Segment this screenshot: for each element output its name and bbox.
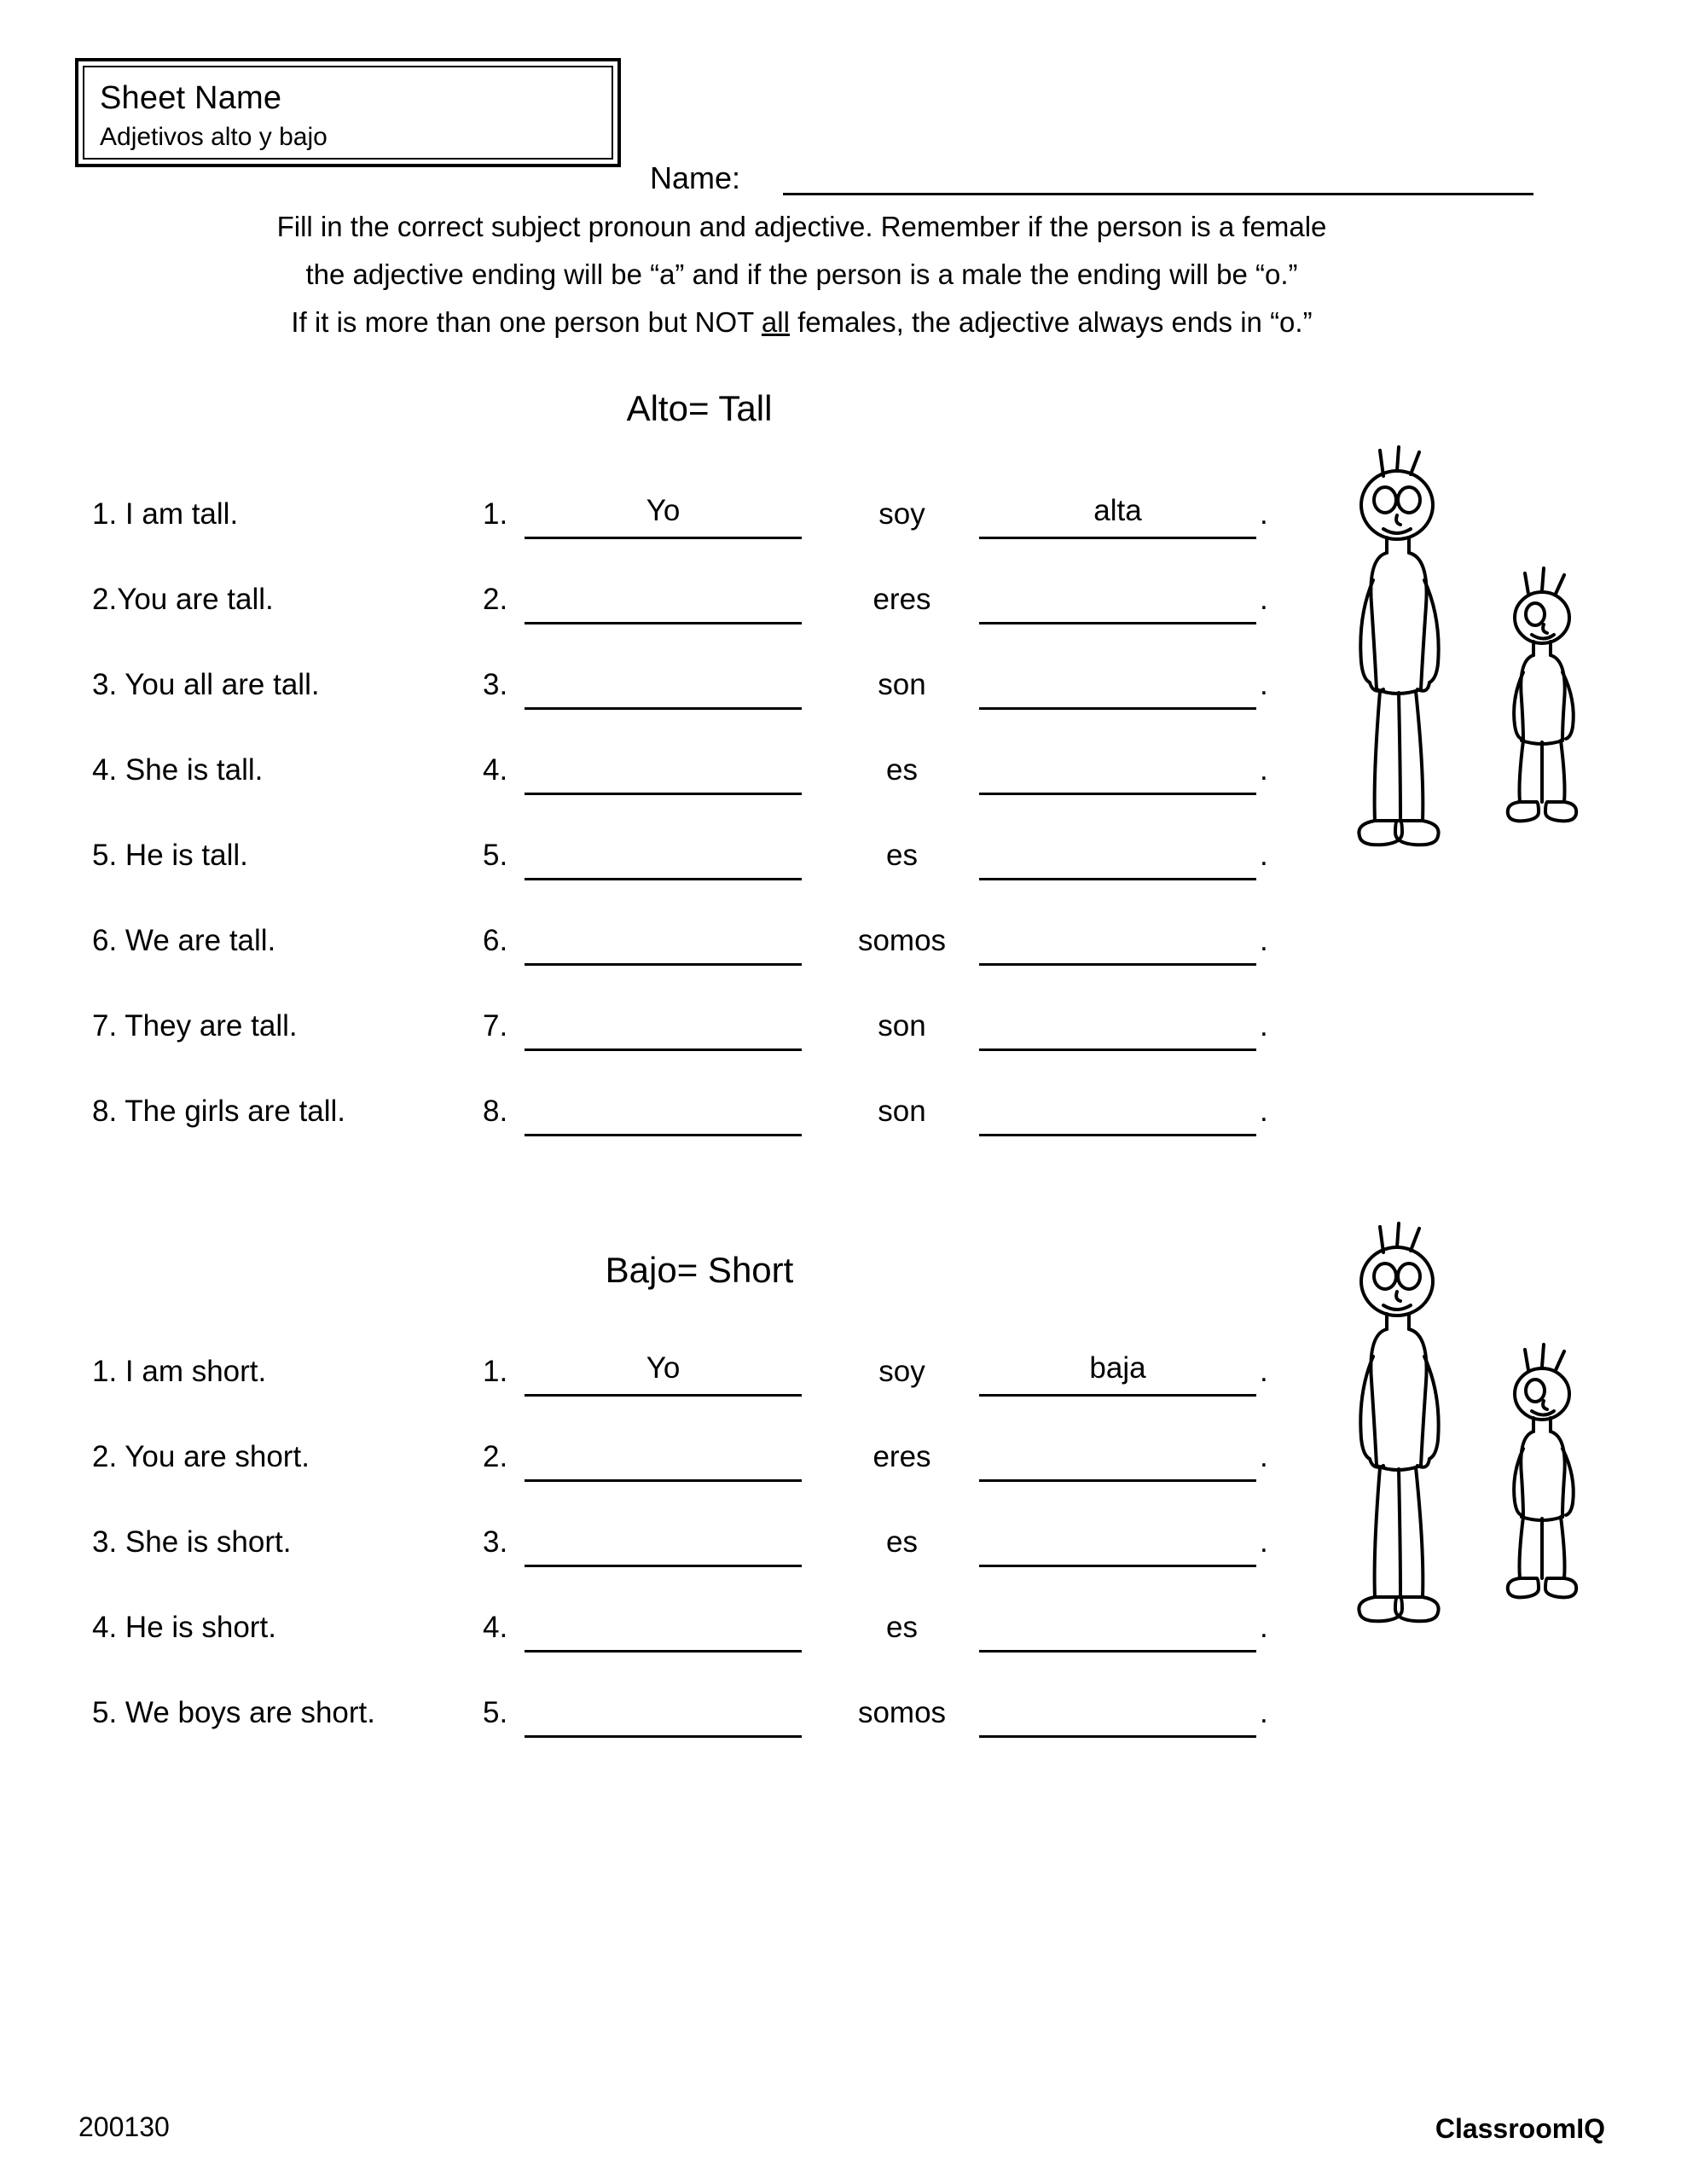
item-number: 3. xyxy=(483,668,508,701)
student-name-label: Name: xyxy=(650,160,741,195)
section-heading-bajo: Bajo= Short xyxy=(605,1250,794,1290)
verb-word: son xyxy=(878,668,926,701)
item-number: 5. xyxy=(483,839,508,872)
pronoun-blank[interactable] xyxy=(525,1009,802,1051)
pronoun-blank[interactable] xyxy=(525,1351,802,1397)
pronoun-blank[interactable] xyxy=(525,1611,802,1653)
sheet-name-box xyxy=(75,58,621,167)
instructions xyxy=(68,203,1535,346)
illustration-tall-and-short-figures xyxy=(1330,444,1603,926)
verb-word: es xyxy=(886,839,918,872)
english-prompt: 2.You are tall. xyxy=(92,583,274,616)
item-number: 8. xyxy=(483,1095,508,1128)
row-period: . xyxy=(1260,1440,1268,1473)
english-prompt: 3. You all are tall. xyxy=(92,668,320,701)
adjective-blank[interactable] xyxy=(979,1095,1256,1136)
instructions-line-2: the adjective ending will be “a” and if the person is a male the ending will be “o.” xyxy=(305,258,1298,290)
verb-word: son xyxy=(878,1095,926,1128)
english-prompt: 4. He is short. xyxy=(92,1611,276,1644)
item-number: 2. xyxy=(483,583,508,616)
pronoun-blank[interactable] xyxy=(525,583,802,624)
adjective-blank[interactable] xyxy=(979,924,1256,966)
adjective-blank[interactable] xyxy=(979,583,1256,624)
adjective-blank[interactable] xyxy=(979,668,1256,710)
english-prompt: 6. We are tall. xyxy=(92,924,276,957)
verb-word: es xyxy=(886,1611,918,1644)
adjective-blank[interactable] xyxy=(979,1440,1256,1482)
verb-word: eres xyxy=(872,583,931,616)
verb-word: eres xyxy=(872,1440,931,1473)
adjective-answer: alta xyxy=(1093,494,1142,527)
row-period: . xyxy=(1260,1611,1268,1644)
row-period: . xyxy=(1260,1525,1268,1559)
english-prompt: 1. I am short. xyxy=(92,1355,267,1388)
sheet-name-label: Sheet Name xyxy=(100,80,282,116)
sheet-name-box-inner xyxy=(83,66,613,160)
pronoun-blank[interactable] xyxy=(525,1440,802,1482)
verb-word: somos xyxy=(857,924,947,957)
worksheet-code: 200130 xyxy=(78,2111,170,2142)
adjective-blank[interactable] xyxy=(979,753,1256,795)
verb-word: es xyxy=(886,1525,918,1559)
item-number: 7. xyxy=(483,1009,508,1043)
row-period: . xyxy=(1260,1009,1268,1043)
short-stick-figure-2 xyxy=(1508,1345,1576,1597)
pronoun-blank[interactable] xyxy=(525,839,802,880)
english-prompt: 5. We boys are short. xyxy=(92,1696,376,1729)
row-period: . xyxy=(1260,497,1268,531)
adjective-blank[interactable] xyxy=(979,1009,1256,1051)
row-period: . xyxy=(1260,1355,1268,1388)
tall-stick-figure xyxy=(1359,447,1438,845)
illustration-tall-and-short-figures-2 xyxy=(1330,1220,1603,1702)
short-stick-figure xyxy=(1508,568,1576,821)
pronoun-blank[interactable] xyxy=(525,494,802,539)
row-period: . xyxy=(1260,1095,1268,1128)
pronoun-blank[interactable] xyxy=(525,924,802,966)
item-number: 1. xyxy=(483,497,508,531)
row-period: . xyxy=(1260,1696,1268,1729)
item-number: 4. xyxy=(483,753,508,787)
item-number: 6. xyxy=(483,924,508,957)
item-number: 4. xyxy=(483,1611,508,1644)
english-prompt: 1. I am tall. xyxy=(92,497,239,531)
english-prompt: 5. He is tall. xyxy=(92,839,248,872)
student-name-field[interactable] xyxy=(783,193,1533,195)
adjective-blank[interactable] xyxy=(979,1696,1256,1738)
pronoun-answer: Yo xyxy=(646,494,681,527)
english-prompt: 2. You are short. xyxy=(92,1440,310,1473)
adjective-blank[interactable] xyxy=(979,839,1256,880)
english-prompt: 8. The girls are tall. xyxy=(92,1095,345,1128)
verb-word: soy xyxy=(878,1355,925,1388)
row-period: . xyxy=(1260,839,1268,872)
instructions-line-1: Fill in the correct subject pronoun and adjective. Remember if the person is a female xyxy=(276,211,1327,242)
pronoun-blank[interactable] xyxy=(525,1095,802,1136)
exercise-row xyxy=(0,1002,1687,1088)
exercise-row xyxy=(0,917,1687,1002)
item-number: 1. xyxy=(483,1355,508,1388)
pronoun-blank[interactable] xyxy=(525,1525,802,1567)
tall-stick-figure-2 xyxy=(1359,1223,1438,1621)
exercise-row xyxy=(0,1689,1687,1774)
instructions-line-3 xyxy=(68,299,1535,346)
english-prompt: 7. They are tall. xyxy=(92,1009,298,1043)
exercise-row xyxy=(0,1088,1687,1173)
instructions-line-3-part-b: females, the adjective always ends in “o.” xyxy=(789,306,1313,338)
row-period: . xyxy=(1260,924,1268,957)
adjective-blank[interactable] xyxy=(979,1351,1256,1397)
adjective-blank[interactable] xyxy=(979,494,1256,539)
adjective-blank[interactable] xyxy=(979,1611,1256,1653)
english-prompt: 4. She is tall. xyxy=(92,753,264,787)
pronoun-blank[interactable] xyxy=(525,668,802,710)
row-period: . xyxy=(1260,668,1268,701)
adjective-blank[interactable] xyxy=(979,1525,1256,1567)
item-number: 3. xyxy=(483,1525,508,1559)
instructions-line-3-part-a: If it is more than one person but NOT xyxy=(291,306,762,338)
verb-word: soy xyxy=(878,497,925,531)
adjective-answer: baja xyxy=(1089,1351,1146,1385)
section-heading-alto: Alto= Tall xyxy=(626,388,773,428)
row-period: . xyxy=(1260,753,1268,787)
item-number: 2. xyxy=(483,1440,508,1473)
pronoun-answer: Yo xyxy=(646,1351,681,1385)
verb-word: es xyxy=(886,753,918,787)
pronoun-blank[interactable] xyxy=(525,753,802,795)
sheet-title: Adjetivos alto y bajo xyxy=(100,123,328,151)
pronoun-blank[interactable] xyxy=(525,1696,802,1738)
instructions-emphasis-all: all xyxy=(761,306,790,338)
verb-word: son xyxy=(878,1009,926,1043)
row-period: . xyxy=(1260,583,1268,616)
english-prompt: 3. She is short. xyxy=(92,1525,292,1559)
item-number: 5. xyxy=(483,1696,508,1729)
verb-word: somos xyxy=(857,1696,947,1729)
brand-label: ClassroomIQ xyxy=(1435,2113,1605,2144)
